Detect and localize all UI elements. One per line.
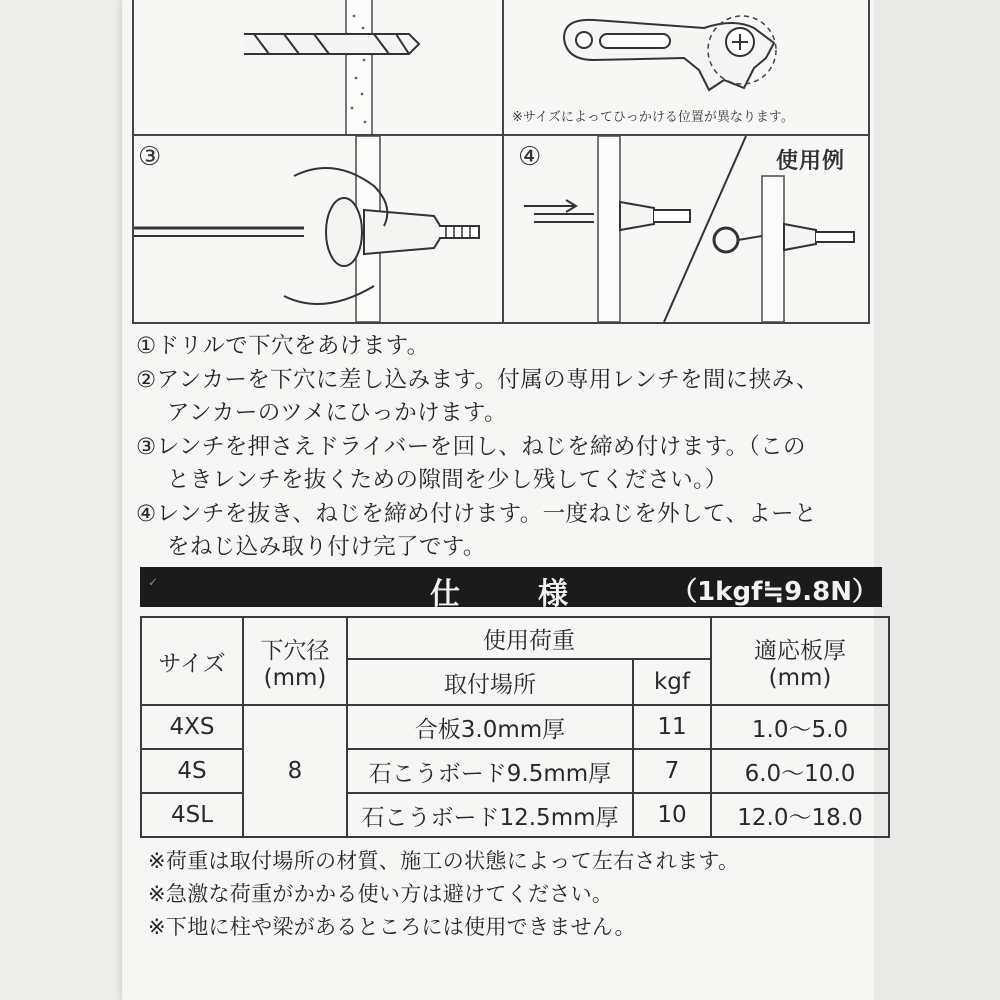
spec-title: 仕様 <box>430 577 646 612</box>
background-strip-right <box>874 0 1000 1000</box>
header-location: 取付場所 <box>347 659 633 705</box>
instruction-line-2: ②アンカーを下穴に差し込みます。付属の専用レンチを間に挟み、 <box>136 366 819 393</box>
background-strip-left <box>0 0 122 1000</box>
instruction-line-6: ④レンチを抜き、ねじを締め付けます。一度ねじを外して、よーと <box>136 500 817 527</box>
header-hole-diameter <box>243 617 347 705</box>
notes-list <box>148 845 739 944</box>
row-location: 合板3.0mm厚 <box>347 705 633 749</box>
step-number-4: ④ <box>518 142 542 172</box>
header-thickness <box>711 617 889 705</box>
panel2-note: ※サイズによってひっかける位置が異なります。 <box>512 110 794 125</box>
header-load: 使用荷重 <box>347 617 711 659</box>
install-illustration <box>504 136 868 322</box>
row-kgf: 7 <box>633 749 711 793</box>
table-row <box>141 705 889 749</box>
drill-illustration <box>134 0 506 138</box>
row-kgf: 10 <box>633 793 711 837</box>
note-line-3: ※下地に柱や梁があるところには使用できません。 <box>148 915 636 939</box>
row-thickness: 1.0～5.0 <box>711 705 889 749</box>
illustration-panel-wrench <box>502 0 870 140</box>
row-size: 4S <box>141 749 243 793</box>
instruction-line-5: ときレンチを抜くための隙間を少し残してください。） <box>167 467 728 493</box>
header-thickness-unit: (mm) <box>768 664 832 691</box>
hole-value: 8 <box>243 705 347 837</box>
illustration-panel-drill <box>132 0 508 140</box>
header-kgf: kgf <box>633 659 711 705</box>
instruction-line-1: ①ドリルで下穴をあけます。 <box>136 333 430 359</box>
illustration-panel-screwdriver <box>132 134 508 324</box>
illustration-panel-installed <box>502 134 870 324</box>
header-size: サイズ <box>141 617 243 705</box>
instruction-line-4: ③レンチを押さえドライバーを回し、ねじを締め付けます。（この <box>136 433 806 460</box>
row-thickness: 12.0～18.0 <box>711 793 889 837</box>
usage-example-label: 使用例 <box>776 149 846 174</box>
screwdriver-illustration <box>134 136 506 322</box>
spec-header-bar <box>140 567 882 612</box>
instruction-line-7: をねじ込み取り付け完了です。 <box>167 534 486 560</box>
row-size: 4SL <box>141 793 243 837</box>
step-number-3: ③ <box>138 142 162 172</box>
check-mark-icon: ✓ <box>148 575 159 589</box>
header-hole-label: 下穴径 <box>260 637 330 664</box>
row-location: 石こうボード12.5mm厚 <box>347 793 633 837</box>
spec-table <box>140 616 890 838</box>
note-line-2: ※急激な荷重がかかる使い方は避けてください。 <box>148 882 614 906</box>
instruction-line-3: アンカーのツメにひっかけます。 <box>167 400 507 426</box>
header-hole-unit: (mm) <box>263 664 327 691</box>
note-line-1: ※荷重は取付場所の材質、施工の状態によって左右されます。 <box>148 849 740 873</box>
row-size: 4XS <box>141 705 243 749</box>
row-thickness: 6.0～10.0 <box>711 749 889 793</box>
spec-unit-note: （1kgf≒9.8N） <box>671 577 878 607</box>
row-kgf: 11 <box>633 705 711 749</box>
instruction-list <box>136 330 876 565</box>
header-thickness-label: 適応板厚 <box>754 637 846 664</box>
row-location: 石こうボード9.5mm厚 <box>347 749 633 793</box>
